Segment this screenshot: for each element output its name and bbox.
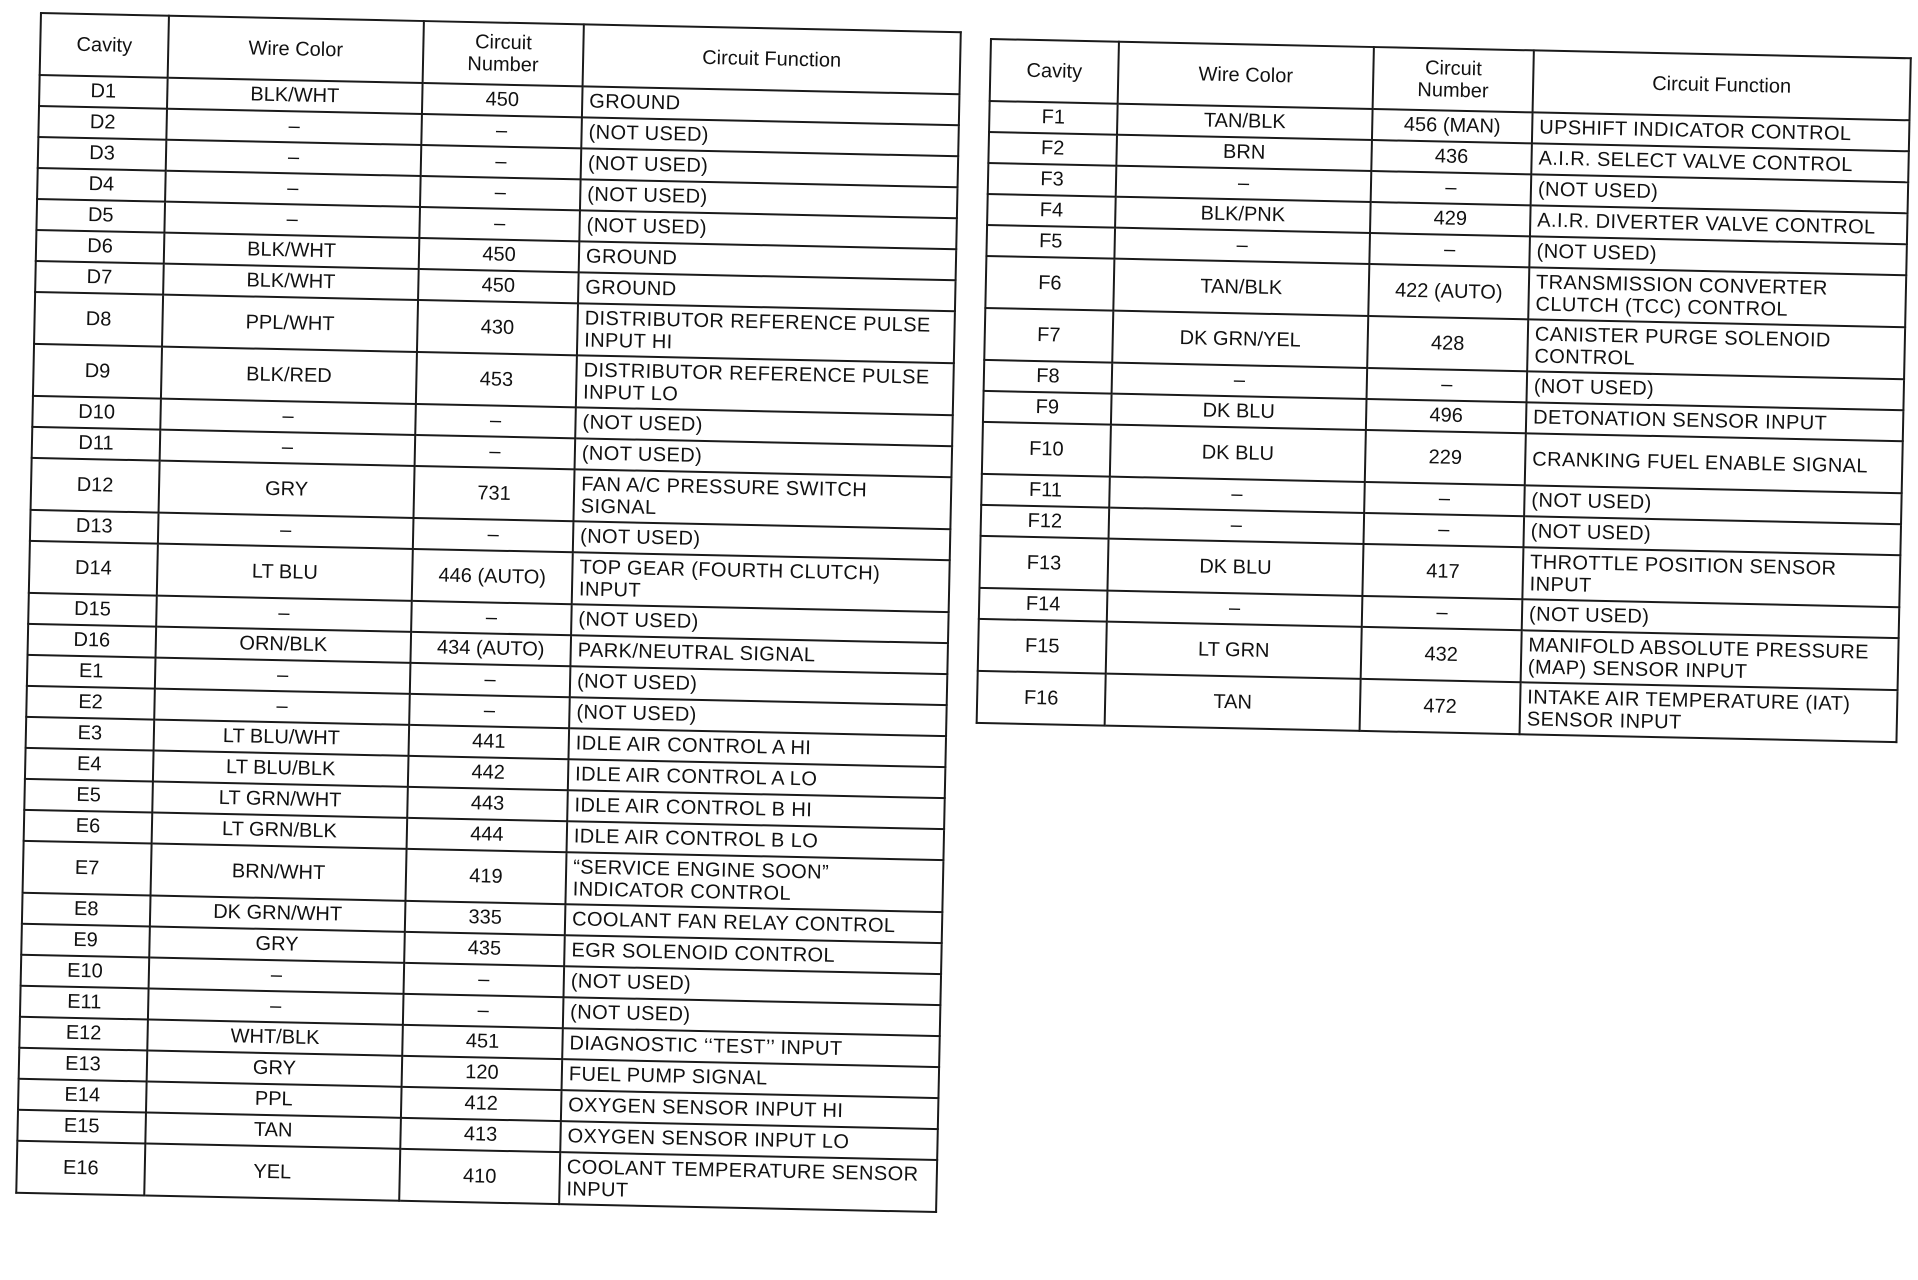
circuit-function-cell: (NOT USED) — [1526, 371, 1904, 410]
wire-color-cell: – — [1109, 508, 1365, 544]
wire-color-cell: DK BLU — [1111, 394, 1367, 430]
cavity-cell: F12 — [981, 505, 1110, 539]
header-circuit-function: Circuit Function — [583, 24, 961, 94]
circuit-number-cell: – — [410, 663, 571, 697]
wire-color-cell: BLK/PNK — [1115, 197, 1371, 233]
cavity-cell: E4 — [25, 748, 154, 782]
cavity-cell: E10 — [21, 955, 150, 989]
circuit-number-cell: 434 (AUTO) — [410, 632, 571, 666]
circuit-number-cell: 432 — [1361, 627, 1522, 682]
circuit-function-cell: IDLE AIR CONTROL B HI — [567, 790, 945, 829]
circuit-number-cell: – — [1369, 233, 1530, 267]
wire-color-cell: – — [1109, 477, 1365, 513]
cavity-cell: E7 — [23, 841, 152, 896]
connector-table-f — [976, 38, 1912, 743]
circuit-number-cell: 120 — [402, 1056, 563, 1090]
circuit-function-cell: A.I.R. DIVERTER VALVE CONTROL — [1530, 205, 1908, 244]
circuit-function-cell: DIAGNOSTIC ‘‘TEST’’ INPUT — [562, 1028, 940, 1067]
circuit-number-cell: 443 — [407, 787, 568, 821]
wire-color-cell: GRY — [147, 1050, 403, 1086]
wire-color-cell: TAN/BLK — [1113, 259, 1369, 316]
circuit-function-cell: (NOT USED) — [571, 604, 949, 643]
circuit-function-cell: UPSHIFT INDICATOR CONTROL — [1532, 112, 1910, 151]
header-circuit-number: Circuit Number — [423, 21, 584, 86]
circuit-function-cell: CANISTER PURGE SOLENOID CONTROL — [1527, 319, 1905, 379]
cavity-cell: E11 — [20, 986, 149, 1020]
connector-table-d-e — [15, 12, 962, 1213]
circuit-number-cell: 450 — [419, 238, 580, 272]
circuit-function-cell: CRANKING FUEL ENABLE SIGNAL — [1525, 433, 1903, 493]
circuit-number-cell: – — [419, 207, 580, 241]
circuit-function-cell: GROUND — [582, 86, 960, 125]
wire-color-cell: PPL — [146, 1081, 402, 1117]
cavity-cell: F14 — [979, 588, 1108, 622]
wire-color-cell: – — [1107, 591, 1363, 627]
circuit-function-cell: (NOT USED) — [581, 148, 959, 187]
circuit-number-cell: – — [420, 176, 581, 210]
circuit-function-cell: TRANSMISSION CONVERTER CLUTCH (TCC) CONTROL — [1528, 267, 1906, 327]
wire-color-cell: – — [164, 202, 420, 238]
wire-color-cell: DK GRN/YEL — [1112, 311, 1368, 368]
wire-color-cell: – — [1116, 166, 1372, 202]
circuit-function-cell: (NOT USED) — [573, 521, 951, 560]
circuit-function-cell: THROTTLE POSITION SENSOR INPUT — [1522, 547, 1900, 607]
circuit-number-cell: – — [409, 694, 570, 728]
cavity-cell: E8 — [22, 893, 151, 927]
cavity-cell: F6 — [985, 256, 1114, 311]
circuit-function-cell: DETONATION SENSOR INPUT — [1526, 402, 1904, 441]
circuit-function-cell: (NOT USED) — [563, 997, 941, 1036]
circuit-number-cell: 428 — [1367, 316, 1528, 371]
wire-color-cell: – — [156, 596, 412, 632]
cavity-cell: E14 — [18, 1079, 147, 1113]
wire-color-cell: YEL — [144, 1143, 400, 1200]
wire-color-cell: TAN — [1105, 674, 1361, 731]
cavity-cell: E5 — [24, 779, 153, 813]
wire-color-cell: – — [149, 957, 405, 993]
circuit-function-cell: OXYGEN SENSOR INPUT LO — [560, 1121, 938, 1160]
header-cavity: Cavity — [40, 13, 169, 78]
circuit-number-cell: 450 — [422, 83, 583, 117]
circuit-number-cell: 456 (MAN) — [1372, 109, 1533, 143]
cavity-cell: F15 — [978, 619, 1107, 674]
circuit-function-cell: EGR SOLENOID CONTROL — [564, 935, 942, 974]
wire-color-cell: LT BLU/BLK — [153, 751, 409, 787]
circuit-function-cell: FAN A/C PRESSURE SWITCH SIGNAL — [573, 469, 951, 529]
cavity-cell: E3 — [26, 717, 155, 751]
cavity-cell: F3 — [988, 163, 1117, 197]
wire-color-cell: LT GRN/WHT — [152, 782, 408, 818]
circuit-number-cell: 442 — [408, 756, 569, 790]
circuit-number-cell: – — [415, 404, 576, 438]
circuit-function-cell: COOLANT TEMPERATURE SENSOR INPUT — [559, 1152, 937, 1212]
circuit-number-cell: 229 — [1365, 430, 1526, 485]
circuit-number-cell: 410 — [399, 1149, 560, 1204]
wire-color-cell: BLK/WHT — [163, 264, 419, 300]
wire-color-cell: – — [160, 399, 416, 435]
cavity-cell: F8 — [984, 360, 1113, 394]
cavity-cell: D8 — [34, 292, 163, 347]
circuit-number-cell: 451 — [402, 1025, 563, 1059]
cavity-cell: E12 — [19, 1017, 148, 1051]
wire-color-cell: – — [1112, 363, 1368, 399]
wire-color-cell: TAN — [145, 1112, 401, 1148]
cavity-cell: D1 — [39, 75, 168, 109]
circuit-number-cell: 731 — [413, 466, 574, 521]
circuit-function-cell: (NOT USED) — [581, 117, 959, 156]
cavity-cell: E13 — [19, 1048, 148, 1082]
wire-color-cell: – — [148, 988, 404, 1024]
cavity-cell: E6 — [24, 810, 153, 844]
circuit-number-cell: 419 — [405, 849, 566, 904]
wire-color-cell: DK BLU — [1110, 425, 1366, 482]
circuit-function-cell: (NOT USED) — [575, 438, 953, 477]
circuit-number-cell: – — [411, 601, 572, 635]
wire-color-cell: LT GRN/BLK — [152, 813, 408, 849]
circuit-function-cell: (NOT USED) — [1529, 236, 1907, 275]
circuit-function-cell: DISTRIBUTOR REFERENCE PULSE INPUT LO — [576, 355, 954, 415]
cavity-cell: F13 — [979, 536, 1108, 591]
circuit-number-cell: 444 — [407, 818, 568, 852]
cavity-cell: D9 — [33, 344, 162, 399]
cavity-cell: D4 — [37, 168, 166, 202]
cavity-cell: F16 — [977, 671, 1106, 726]
circuit-number-cell: – — [1371, 171, 1532, 205]
circuit-function-cell: IDLE AIR CONTROL A LO — [568, 759, 946, 798]
circuit-function-cell: (NOT USED) — [579, 210, 957, 249]
cavity-cell: D13 — [30, 510, 159, 544]
circuit-number-cell: 429 — [1370, 202, 1531, 236]
cavity-cell: E9 — [21, 924, 150, 958]
wire-color-cell: – — [160, 430, 416, 466]
header-circuit-function: Circuit Function — [1533, 50, 1911, 120]
wire-color-cell: BRN — [1116, 135, 1372, 171]
cavity-cell: F7 — [984, 308, 1113, 363]
cavity-cell: D14 — [29, 541, 158, 596]
circuit-function-cell: (NOT USED) — [569, 697, 947, 736]
cavity-cell: E15 — [17, 1110, 146, 1144]
wire-color-cell: LT BLU/WHT — [154, 720, 410, 756]
circuit-function-cell: OXYGEN SENSOR INPUT HI — [561, 1090, 939, 1129]
circuit-function-cell: GROUND — [578, 272, 956, 311]
circuit-number-cell: 412 — [401, 1087, 562, 1121]
wire-color-cell: DK GRN/WHT — [150, 896, 406, 932]
circuit-number-cell: 417 — [1362, 544, 1523, 599]
cavity-cell: D5 — [36, 199, 165, 233]
circuit-number-cell: – — [421, 145, 582, 179]
cavity-cell: F2 — [988, 132, 1117, 166]
circuit-number-cell: – — [403, 994, 564, 1028]
table-body — [977, 101, 1910, 742]
cavity-cell: F4 — [987, 194, 1116, 228]
circuit-number-cell: 446 (AUTO) — [412, 549, 573, 604]
circuit-number-cell: – — [421, 114, 582, 148]
wire-color-cell: GRY — [149, 927, 405, 963]
wire-color-cell: WHT/BLK — [147, 1019, 403, 1055]
circuit-number-cell: – — [1364, 482, 1525, 516]
cavity-cell: E16 — [16, 1141, 145, 1196]
cavity-cell: F9 — [983, 391, 1112, 425]
circuit-function-cell: (NOT USED) — [563, 966, 941, 1005]
circuit-function-cell: FUEL PUMP SIGNAL — [562, 1059, 940, 1098]
circuit-function-cell: (NOT USED) — [580, 179, 958, 218]
circuit-number-cell: 335 — [405, 901, 566, 935]
header-cavity: Cavity — [990, 39, 1119, 104]
circuit-number-cell: – — [1367, 368, 1528, 402]
wire-color-cell: – — [166, 109, 422, 145]
circuit-function-cell: “SERVICE ENGINE SOON” INDICATOR CONTROL — [565, 852, 943, 912]
circuit-number-cell: 422 (AUTO) — [1368, 264, 1529, 319]
wire-color-cell: – — [1114, 228, 1370, 264]
cavity-cell: D6 — [36, 230, 165, 264]
circuit-function-cell: IDLE AIR CONTROL B LO — [567, 821, 945, 860]
wire-color-cell: BRN/WHT — [151, 844, 407, 901]
circuit-function-cell: COOLANT FAN RELAY CONTROL — [565, 904, 943, 943]
circuit-function-cell: GROUND — [579, 241, 957, 280]
cavity-cell: D3 — [38, 137, 167, 171]
circuit-number-cell: 413 — [400, 1118, 561, 1152]
cavity-cell: D10 — [32, 396, 161, 430]
circuit-function-cell: (NOT USED) — [1531, 174, 1909, 213]
header-wire-color: Wire Color — [168, 16, 424, 83]
circuit-number-cell: – — [415, 435, 576, 469]
circuit-function-cell: IDLE AIR CONTROL A HI — [568, 728, 946, 767]
cavity-cell: D2 — [38, 106, 167, 140]
circuit-number-cell: 441 — [409, 725, 570, 759]
cavity-cell: D7 — [35, 261, 164, 295]
wire-color-cell: – — [158, 513, 414, 549]
circuit-number-cell: 450 — [418, 269, 579, 303]
wire-color-cell: DK BLU — [1107, 539, 1363, 596]
cavity-cell: F11 — [981, 474, 1110, 508]
wire-color-cell: LT GRN — [1106, 622, 1362, 679]
circuit-function-cell: TOP GEAR (FOURTH CLUTCH) INPUT — [572, 552, 950, 612]
circuit-function-cell: MANIFOLD ABSOLUTE PRESSURE (MAP) SENSOR INPUT — [1521, 630, 1899, 690]
wire-color-cell: BLK/WHT — [164, 233, 420, 269]
table-body — [16, 75, 959, 1212]
circuit-number-cell: 453 — [416, 352, 577, 407]
circuit-function-cell: INTAKE AIR TEMPERATURE (IAT) SENSOR INPUT — [1520, 682, 1898, 742]
circuit-number-cell: – — [413, 518, 574, 552]
circuit-function-cell: PARK/NEUTRAL SIGNAL — [570, 635, 948, 674]
cavity-cell: D16 — [28, 624, 157, 658]
cavity-cell: D11 — [32, 427, 161, 461]
cavity-cell: F10 — [982, 422, 1111, 477]
circuit-function-cell: (NOT USED) — [570, 666, 948, 705]
wire-color-cell: TAN/BLK — [1117, 104, 1373, 140]
header-wire-color: Wire Color — [1118, 42, 1374, 109]
wire-color-cell: PPL/WHT — [162, 295, 418, 352]
circuit-function-cell: (NOT USED) — [1522, 599, 1900, 638]
cavity-cell: E2 — [26, 686, 155, 720]
wire-color-cell: BLK/WHT — [167, 78, 423, 114]
header-circuit-number: Circuit Number — [1373, 47, 1534, 112]
circuit-function-cell: (NOT USED) — [1523, 516, 1901, 555]
wire-color-cell: – — [155, 658, 411, 694]
cavity-cell: E1 — [27, 655, 156, 689]
wire-color-cell: BLK/RED — [161, 347, 417, 404]
circuit-number-cell: 430 — [417, 300, 578, 355]
circuit-number-cell: 435 — [404, 932, 565, 966]
circuit-number-cell: 496 — [1366, 399, 1527, 433]
circuit-function-cell: (NOT USED) — [575, 407, 953, 446]
cavity-cell: F5 — [986, 225, 1115, 259]
circuit-function-cell: A.I.R. SELECT VALVE CONTROL — [1531, 143, 1909, 182]
cavity-cell: D15 — [28, 593, 157, 627]
circuit-function-cell: (NOT USED) — [1524, 485, 1902, 524]
circuit-number-cell: 472 — [1360, 679, 1521, 734]
wire-color-cell: ORN/BLK — [156, 627, 412, 663]
circuit-number-cell: – — [1362, 596, 1523, 630]
wire-color-cell: LT BLU — [157, 544, 413, 601]
wire-color-cell: – — [165, 171, 421, 207]
circuit-number-cell: 436 — [1371, 140, 1532, 174]
cavity-cell: D12 — [31, 458, 160, 513]
wire-color-cell: – — [166, 140, 422, 176]
circuit-function-cell: DISTRIBUTOR REFERENCE PULSE INPUT HI — [577, 303, 955, 363]
wire-color-cell: – — [154, 689, 410, 725]
circuit-number-cell: – — [1363, 513, 1524, 547]
circuit-number-cell: – — [404, 963, 565, 997]
cavity-cell: F1 — [989, 101, 1118, 135]
wire-color-cell: GRY — [159, 461, 415, 518]
